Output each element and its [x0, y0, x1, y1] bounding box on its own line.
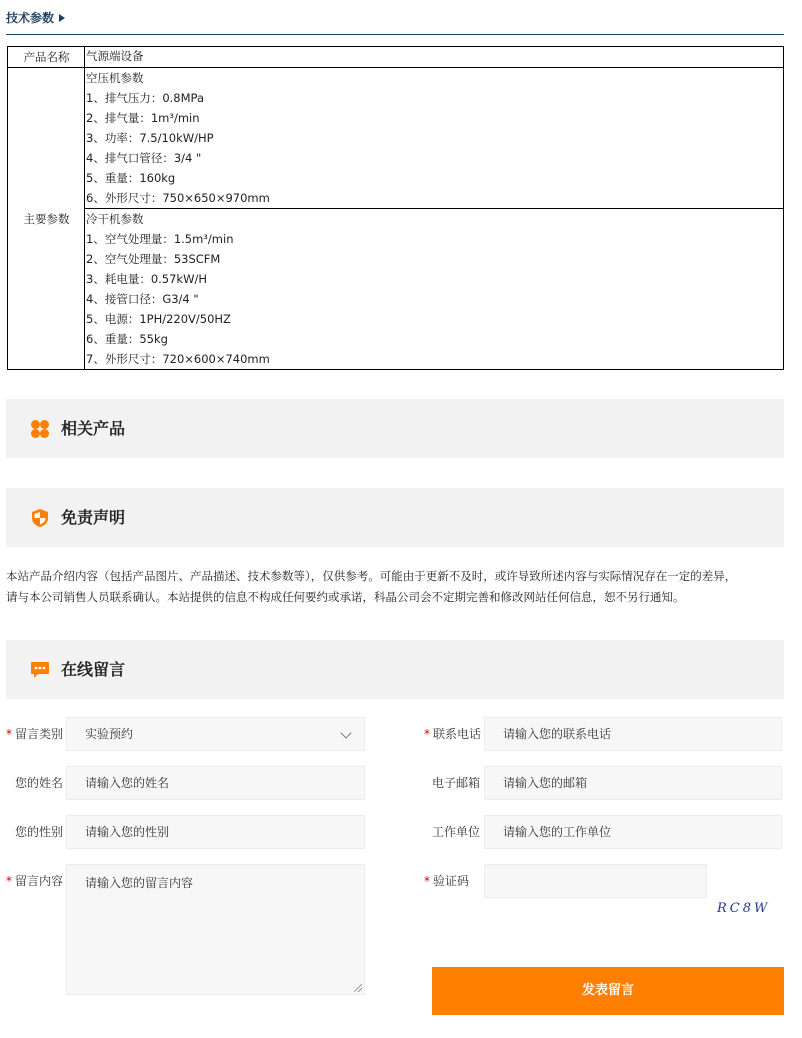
param-line: 6、外形尺寸：750×650×970mm [86, 191, 270, 205]
email-label: 电子邮箱 [432, 776, 481, 790]
param-line: 1、排气压力：0.8MPa [86, 91, 204, 105]
param-line: 6、重量：55kg [86, 332, 168, 346]
disclaimer-section [6, 488, 784, 547]
param-line: 5、电源：1PH/220V/50HZ [86, 312, 231, 326]
table-row [8, 68, 784, 209]
required-mark: * [6, 727, 12, 741]
gender-label: 您的性别 [15, 825, 64, 839]
category-select-value: 实验预约 [85, 727, 134, 741]
name-label: 您的姓名 [15, 776, 64, 790]
tech-params-header [6, 9, 784, 35]
param-line: 7、外形尺寸：720×600×740mm [86, 352, 270, 366]
disclaimer-line: 本站产品介绍内容（包括产品图片、产品描述、技术参数等），仅供参考。可能由于更新不及时，或许导致所述内容与实际情况存在一定的差异， [6, 569, 737, 583]
dryer-params-title: 冷干机参数 [86, 212, 144, 226]
param-line: 5、重量：160kg [86, 171, 176, 185]
content-placeholder: 请输入您的留言内容 [85, 876, 194, 890]
captcha-image[interactable]: RC8W [717, 901, 771, 916]
disclaimer-title: 免责声明 [61, 508, 126, 527]
compressor-params-title: 空压机参数 [86, 71, 144, 85]
gender-input[interactable]: 请输入您的性别 [66, 815, 365, 849]
company-label: 工作单位 [432, 825, 481, 839]
captcha-input[interactable] [484, 864, 707, 898]
chat-icon [30, 660, 50, 680]
content-textarea[interactable] [66, 864, 365, 995]
grid-icon [30, 419, 50, 439]
required-mark: * [6, 874, 12, 888]
table-cell [85, 47, 784, 68]
related-products-title: 相关产品 [61, 419, 126, 438]
table-cell [8, 47, 85, 68]
chevron-down-icon [340, 727, 351, 738]
product-name-value: 气源端设备 [86, 49, 144, 63]
name-input[interactable]: 请输入您的姓名 [66, 766, 365, 800]
online-message-title: 在线留言 [61, 660, 126, 679]
table-row [8, 209, 784, 370]
disclaimer-line: 请与本公司销售人员联系确认。本站提供的信息不构成任何要约或承诺，科晶公司会不定期完善和修改网站任何信息，恕不另行通知。 [6, 590, 685, 604]
category-label: * 留言类别 [6, 727, 64, 741]
resize-handle-icon[interactable] [354, 984, 362, 992]
product-name-label: 产品名称 [23, 50, 70, 64]
category-select[interactable] [66, 717, 365, 751]
content-label: * 留言内容 [6, 874, 64, 888]
required-mark: * [424, 727, 430, 741]
email-input[interactable]: 请输入您的邮箱 [484, 766, 782, 800]
disclaimer-text [6, 566, 786, 608]
param-line: 3、耗电量：0.57kW/H [86, 272, 207, 286]
tech-params-title: 技术参数 [6, 11, 55, 25]
dryer-params-cell [85, 209, 784, 370]
param-line: 2、空气处理量：53SCFM [86, 252, 221, 266]
phone-label: * 联系电话 [424, 727, 482, 741]
company-input[interactable]: 请输入您的工作单位 [484, 815, 782, 849]
online-message-section [6, 640, 784, 699]
param-line: 3、功率：7.5/10kW/HP [86, 131, 214, 145]
shield-icon [30, 508, 50, 528]
param-line: 1、空气处理量：1.5m³/min [86, 232, 234, 246]
main-params-label: 主要参数 [23, 211, 70, 226]
submit-button[interactable]: 发表留言 [432, 967, 784, 1015]
captcha-label: * 验证码 [424, 874, 470, 888]
compressor-params-cell [85, 68, 784, 209]
phone-input[interactable]: 请输入您的联系电话 [484, 717, 782, 751]
param-line: 2、排气量：1m³/min [86, 111, 200, 125]
param-line: 4、排气口管径：3/4 " [86, 151, 202, 165]
table-cell [8, 68, 85, 370]
param-line: 4、接管口径：G3/4 " [86, 292, 199, 306]
triangle-right-icon [59, 14, 65, 22]
required-mark: * [424, 874, 430, 888]
table-row [8, 47, 784, 68]
params-table [7, 46, 784, 370]
related-products-section [6, 399, 784, 458]
